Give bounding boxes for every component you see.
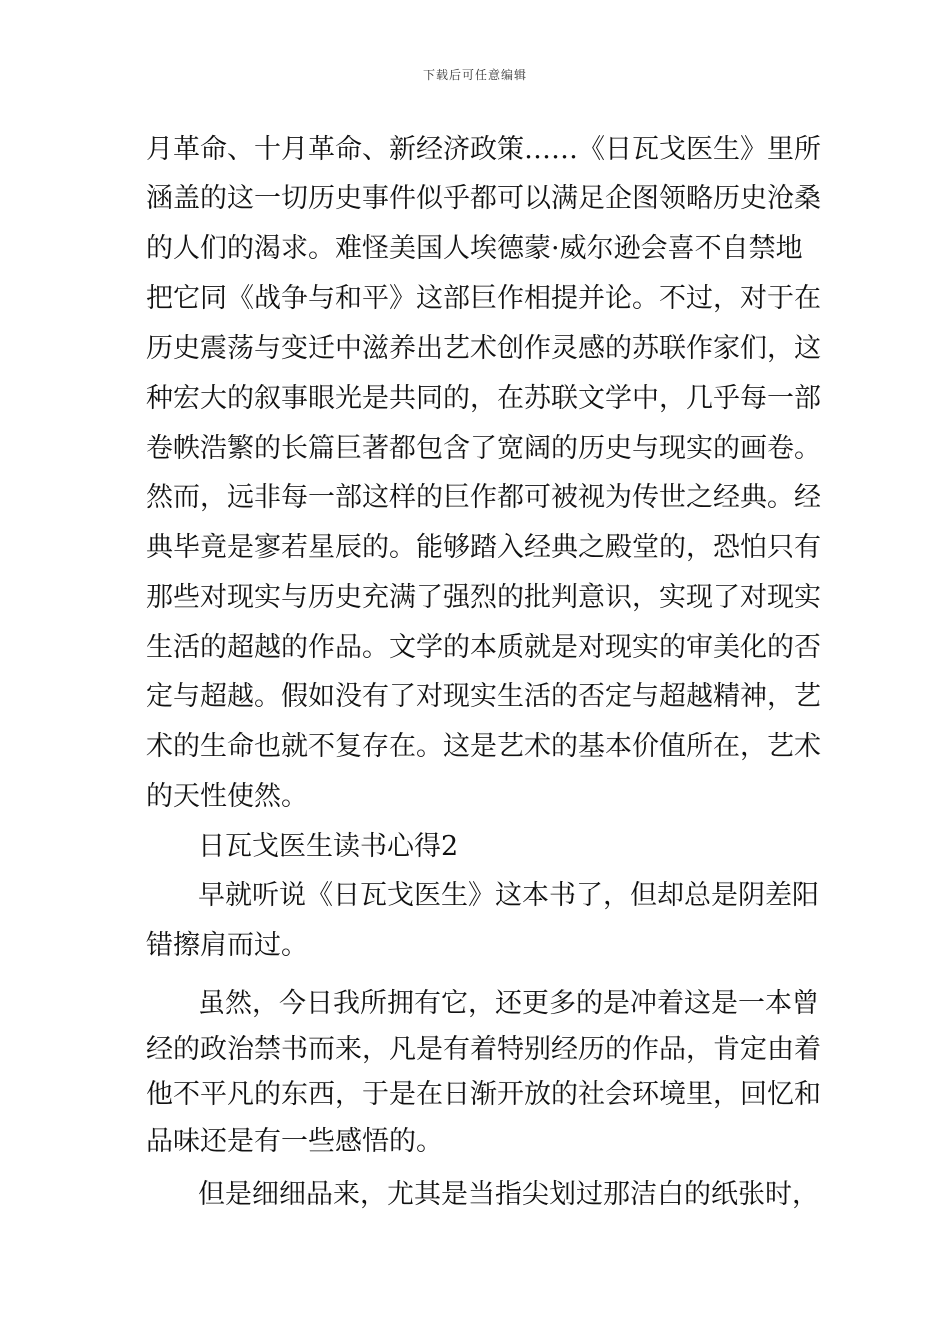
text-line: 他不平凡的东西，于是在日渐开放的社会环境里，回忆和	[146, 1079, 821, 1110]
text-line: 定与超越。假如没有了对现实生活的否定与超越精神，艺	[146, 681, 821, 712]
paragraph-first-line: 早就听说《日瓦戈医生》这本书了，但却总是阴差阳	[198, 880, 819, 911]
text-line: 错擦肩而过。	[146, 930, 308, 961]
text-line: 的人们的渴求。难怪美国人埃德蒙·威尔逊会喜不自禁地	[146, 233, 803, 264]
text-line: 卷帙浩繁的长篇巨著都包含了宽阔的历史与现实的画卷。	[146, 433, 821, 464]
text-line: 术的生命也就不复存在。这是艺术的基本价值所在，艺术	[146, 731, 821, 762]
page-header: 下载后可任意编辑	[422, 68, 527, 82]
text-line: 经的政治禁书而来，凡是有着特别经历的作品，肯定由着	[146, 1034, 821, 1065]
text-line: 种宏大的叙事眼光是共同的，在苏联文学中，几乎每一部	[146, 383, 821, 414]
paragraph-first-line: 但是细细品来，尤其是当指尖划过那洁白的纸张时，	[198, 1179, 819, 1210]
text-line: 典毕竟是寥若星辰的。能够踏入经典之殿堂的，恐怕只有	[146, 532, 821, 563]
text-line: 品味还是有一些感悟的。	[146, 1126, 443, 1157]
text-line: 然而，远非每一部这样的巨作都可被视为传世之经典。经	[146, 482, 821, 513]
text-line: 的天性使然。	[146, 781, 308, 812]
text-line: 涵盖的这一切历史事件似乎都可以满足企图领略历史沧桑	[146, 183, 821, 214]
section-heading: 日瓦戈医生读书心得2	[198, 831, 459, 862]
text-line: 生活的超越的作品。文学的本质就是对现实的审美化的否	[146, 632, 821, 663]
paragraph-first-line: 虽然，今日我所拥有它，还更多的是冲着这是一本曾	[198, 988, 819, 1019]
text-line: 那些对现实与历史充满了强烈的批判意识，实现了对现实	[146, 582, 821, 613]
text-line: 把它同《战争与和平》这部巨作相提并论。不过，对于在	[146, 283, 821, 314]
text-line: 月革命、十月革命、新经济政策……《日瓦戈医生》里所	[146, 134, 821, 165]
text-line: 历史震荡与变迁中滋养出艺术创作灵感的苏联作家们，这	[146, 333, 821, 364]
